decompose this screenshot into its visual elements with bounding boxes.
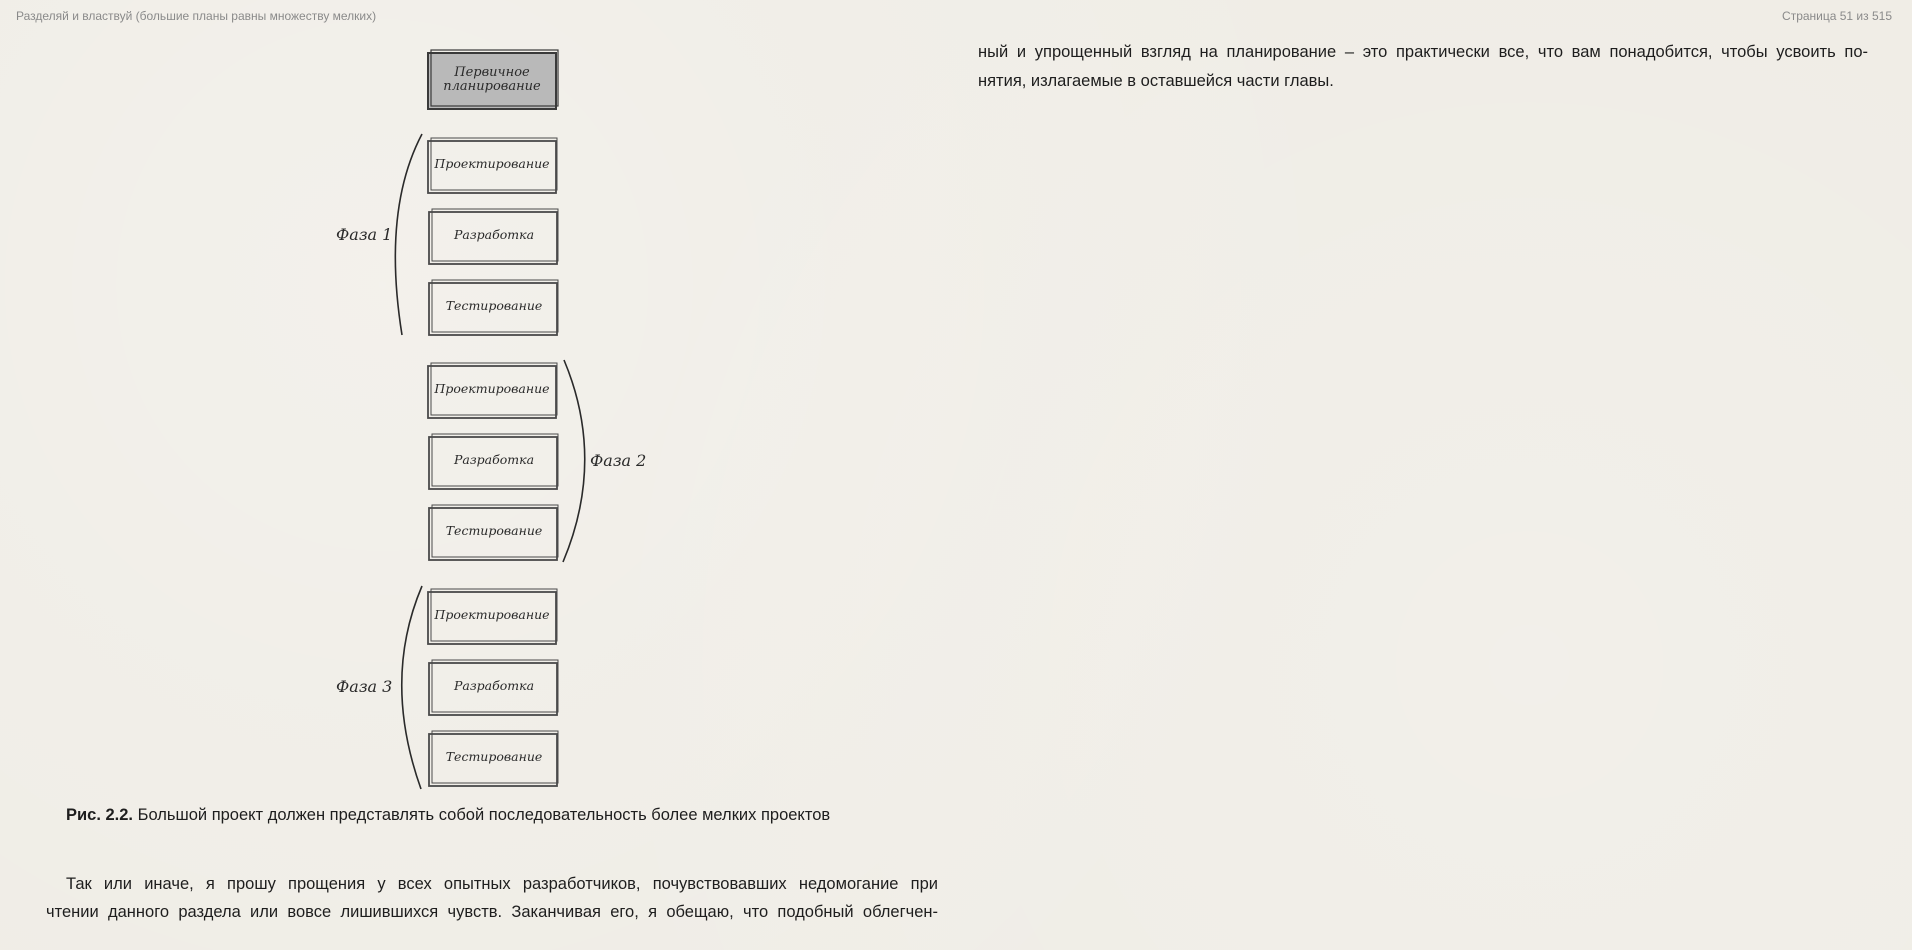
phase-1-step-1 (428, 138, 557, 193)
svg-text:Проектирование: Проектирование (434, 381, 550, 396)
right-paragraph (978, 38, 1868, 96)
left-paragraph-line2: чтении данного раздела или вовсе лишившихся чувств. Заканчивая его, я обещаю, что подобный облегчен- (46, 903, 938, 921)
phase-1-label: Фаза 1 (336, 225, 393, 244)
initial-box-line2: планирование (443, 79, 541, 94)
svg-text:Проектирование: Проектирование (434, 156, 550, 171)
initial-box-line1: Первичное (454, 65, 530, 80)
phase-1-step-2 (429, 209, 558, 264)
svg-text:Разработка: Разработка (453, 227, 535, 242)
chapter-title: Разделяй и властвуй (большие планы равны множеству мелких) (16, 9, 377, 23)
svg-text:Тестирование: Тестирование (445, 298, 543, 313)
svg-text:Проектирование: Проектирование (434, 607, 550, 622)
caption-text: Большой проект должен представлять собой последовательность более мелких проектов (137, 806, 831, 824)
phase-3-group (336, 586, 558, 789)
phase-3-step-1 (428, 589, 557, 644)
phase-2-group (428, 360, 646, 562)
svg-text:Тестирование: Тестирование (445, 523, 543, 538)
phases-diagram (0, 0, 960, 800)
phase-1-group (336, 134, 558, 335)
left-paragraph (46, 870, 938, 926)
figure-caption (66, 806, 830, 825)
phase-2-bracket (563, 360, 585, 562)
svg-text:Тестирование: Тестирование (445, 749, 543, 764)
phase-2-step-1 (428, 363, 557, 418)
phase-1-step-3 (429, 280, 558, 335)
initial-planning-box (428, 50, 558, 109)
svg-text:Разработка: Разработка (453, 452, 535, 467)
phase-2-label: Фаза 2 (590, 451, 647, 470)
page-indicator: Страница 51 из 515 (1782, 9, 1892, 23)
left-paragraph-line1: Так или иначе, я прошу прощения у всех опытных разработчиков, почувствовавших недомогание при (66, 875, 938, 893)
phase-3-step-2 (429, 660, 558, 715)
phase-1-bracket (395, 134, 422, 335)
phase-2-step-3 (429, 505, 558, 560)
right-paragraph-line2: нятия, излагаемые в оставшейся части главы. (978, 72, 1334, 90)
phase-3-step-3 (429, 731, 558, 786)
phase-3-label: Фаза 3 (336, 677, 393, 696)
phase-3-bracket (402, 586, 422, 789)
phase-2-step-2 (429, 434, 558, 489)
svg-text:Разработка: Разработка (453, 678, 535, 693)
right-paragraph-line1: ный и упрощенный взгляд на планирование – это практически все, что вам понадобится, чтобы усвоить по- (978, 43, 1868, 61)
caption-prefix: Рис. 2.2. (66, 806, 134, 824)
